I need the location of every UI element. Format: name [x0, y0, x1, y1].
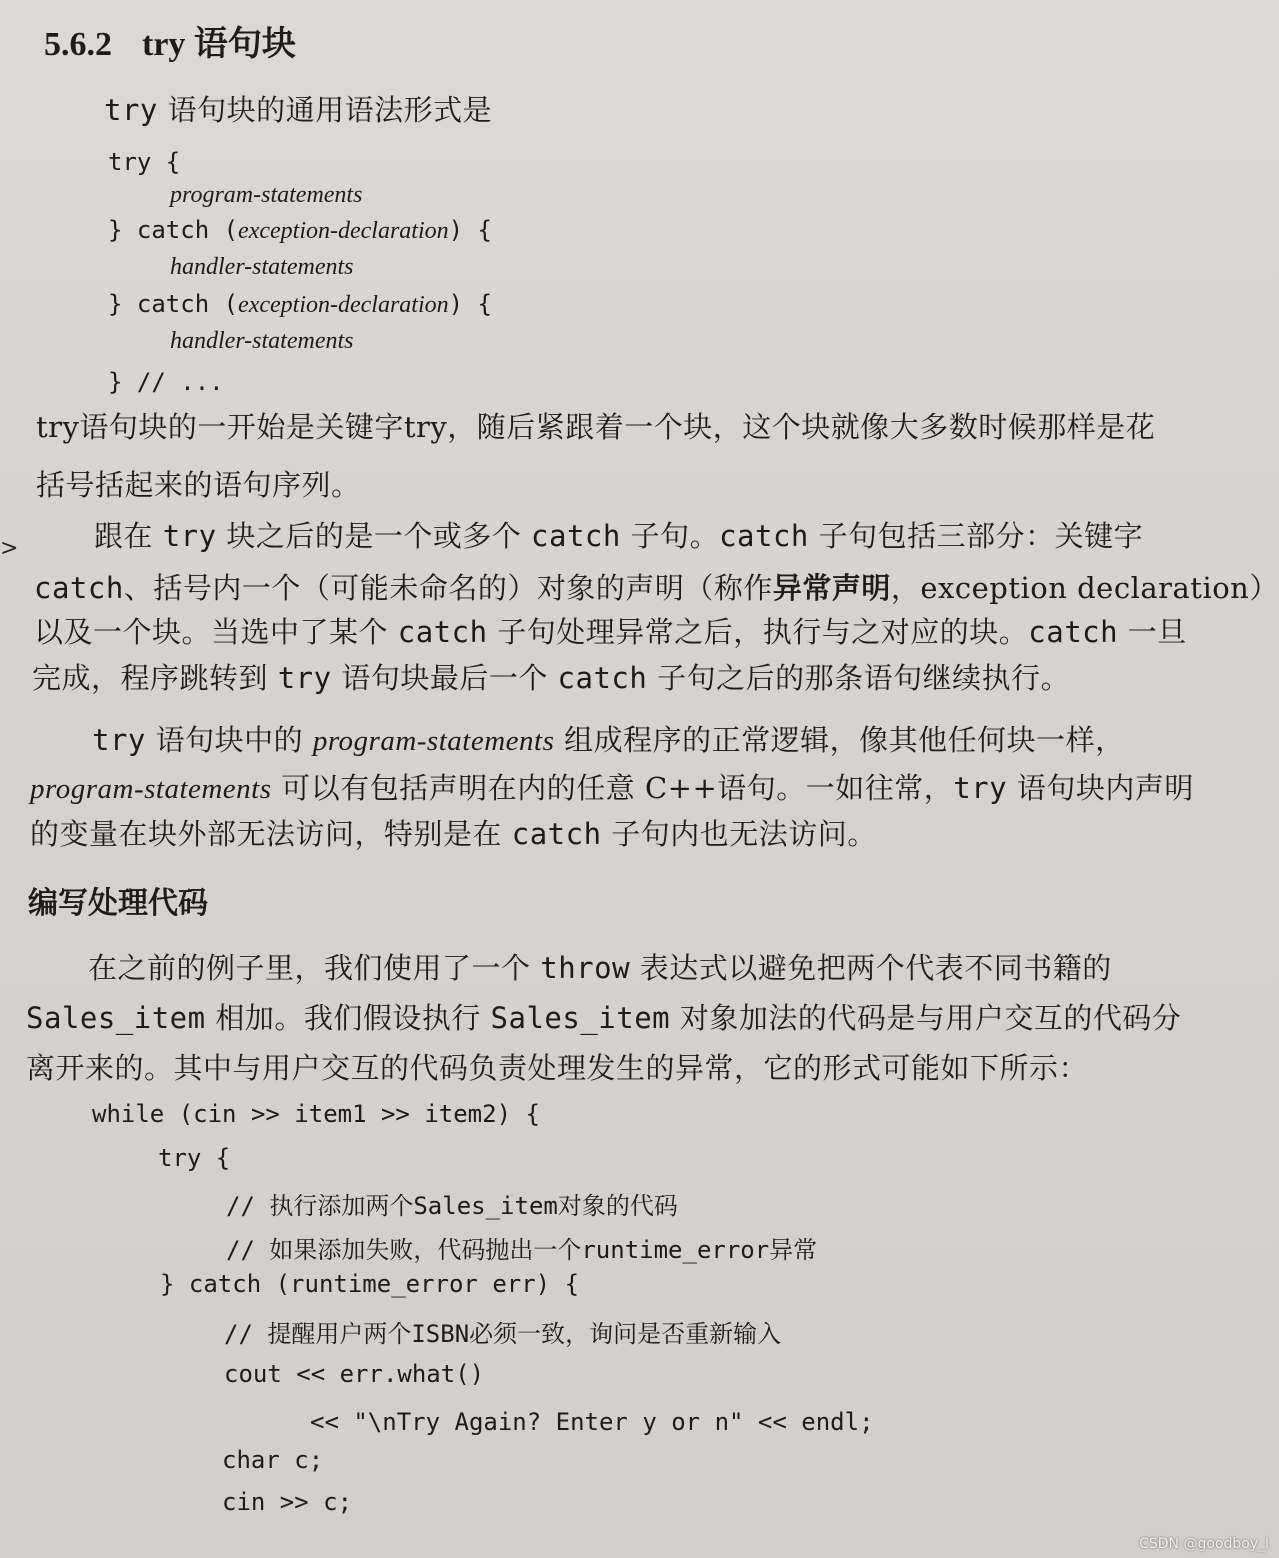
syntax-brace-1: ) {	[448, 216, 492, 244]
subsection-heading: 编写处理代码	[28, 886, 208, 921]
syntax-line-1: try {	[108, 148, 181, 176]
para2-line-4: 完成，程序跳转到 try 语句块最后一个 catch 子句之后的那条语句继续执行。	[32, 661, 1071, 695]
syntax-line-6: handler-statements	[170, 328, 354, 354]
code-line-3: // 执行添加两个Sales_item对象的代码	[226, 1192, 678, 1220]
para2-line-1: 跟在 try 块之后的是一个或多个 catch 子句。catch 子句包括三部分：关键字	[94, 519, 1144, 553]
syntax-line-2: program-statements	[170, 182, 363, 208]
intro-line	[104, 88, 492, 129]
code-line-8: << "\nTry Again? Enter y or n" << endl;	[310, 1408, 874, 1436]
syntax-catch-2: } catch (	[108, 290, 239, 318]
para1-line-1: try语句块的一开始是关键字try，随后紧跟着一个块，这个块就像大多数时候那样是花	[36, 410, 1156, 444]
csdn-watermark: CSDN @goodboy_l	[1139, 1536, 1269, 1552]
para2-line-3: 以及一个块。当选中了某个 catch 子句处理异常之后，执行与之对应的块。catch 一旦	[34, 615, 1187, 649]
margin-arrow-mark: >	[0, 536, 19, 561]
para3-line-2: program-statements 可以有包括声明在内的任意 C++语句。一如往常，try 语句块内声明	[30, 771, 1194, 805]
syntax-exception-decl-2: exception-declaration	[238, 292, 449, 318]
code-line-4: // 如果添加失败，代码抛出一个runtime_error异常	[226, 1236, 818, 1264]
para4-line-2: Sales_item 相加。我们假设执行 Sales_item 对象加法的代码是与用户交互的代码分	[26, 1001, 1182, 1035]
code-line-2: try {	[158, 1144, 231, 1172]
section-heading	[44, 16, 296, 65]
intro-keyword: try	[104, 93, 158, 127]
code-line-5: } catch (runtime_error err) {	[160, 1270, 580, 1298]
syntax-exception-decl-1: exception-declaration	[238, 218, 449, 244]
para3-line-1: try 语句块中的 program-statements 组成程序的正常逻辑，像其他任何块一样，	[92, 723, 1125, 757]
code-line-6: // 提醒用户两个ISBN必须一致，询问是否重新输入	[224, 1320, 782, 1348]
para3-line-3: 的变量在块外部无法访问，特别是在 catch 子句内也无法访问。	[30, 817, 877, 851]
para4-line-1: 在之前的例子里，我们使用了一个 throw 表达式以避免把两个代表不同书籍的	[88, 951, 1112, 985]
section-number: 5.6.2	[44, 26, 112, 63]
syntax-line-5	[108, 290, 492, 319]
intro-text: 语句块的通用语法形式是	[157, 93, 493, 127]
para4-line-3: 离开来的。其中与用户交互的代码负责处理发生的异常，它的形式可能如下所示：	[26, 1051, 1089, 1085]
syntax-line-7: } // ...	[108, 368, 224, 396]
syntax-catch-1: } catch (	[108, 216, 239, 244]
para1-line-2: 括号括起来的语句序列。	[36, 468, 361, 502]
para2-line-2: catch、括号内一个（可能未命名的）对象的声明（称作异常声明，exception declaration）	[34, 571, 1279, 605]
code-line-7: cout << err.what()	[224, 1360, 485, 1388]
code-line-1: while (cin >> item1 >> item2) {	[92, 1100, 540, 1128]
syntax-line-3	[108, 216, 492, 245]
code-line-10: cin >> c;	[222, 1488, 353, 1516]
syntax-brace-2: ) {	[448, 290, 492, 318]
section-title: try 语句块	[142, 26, 296, 63]
code-line-9: char c;	[222, 1446, 324, 1474]
syntax-line-4: handler-statements	[170, 254, 354, 280]
